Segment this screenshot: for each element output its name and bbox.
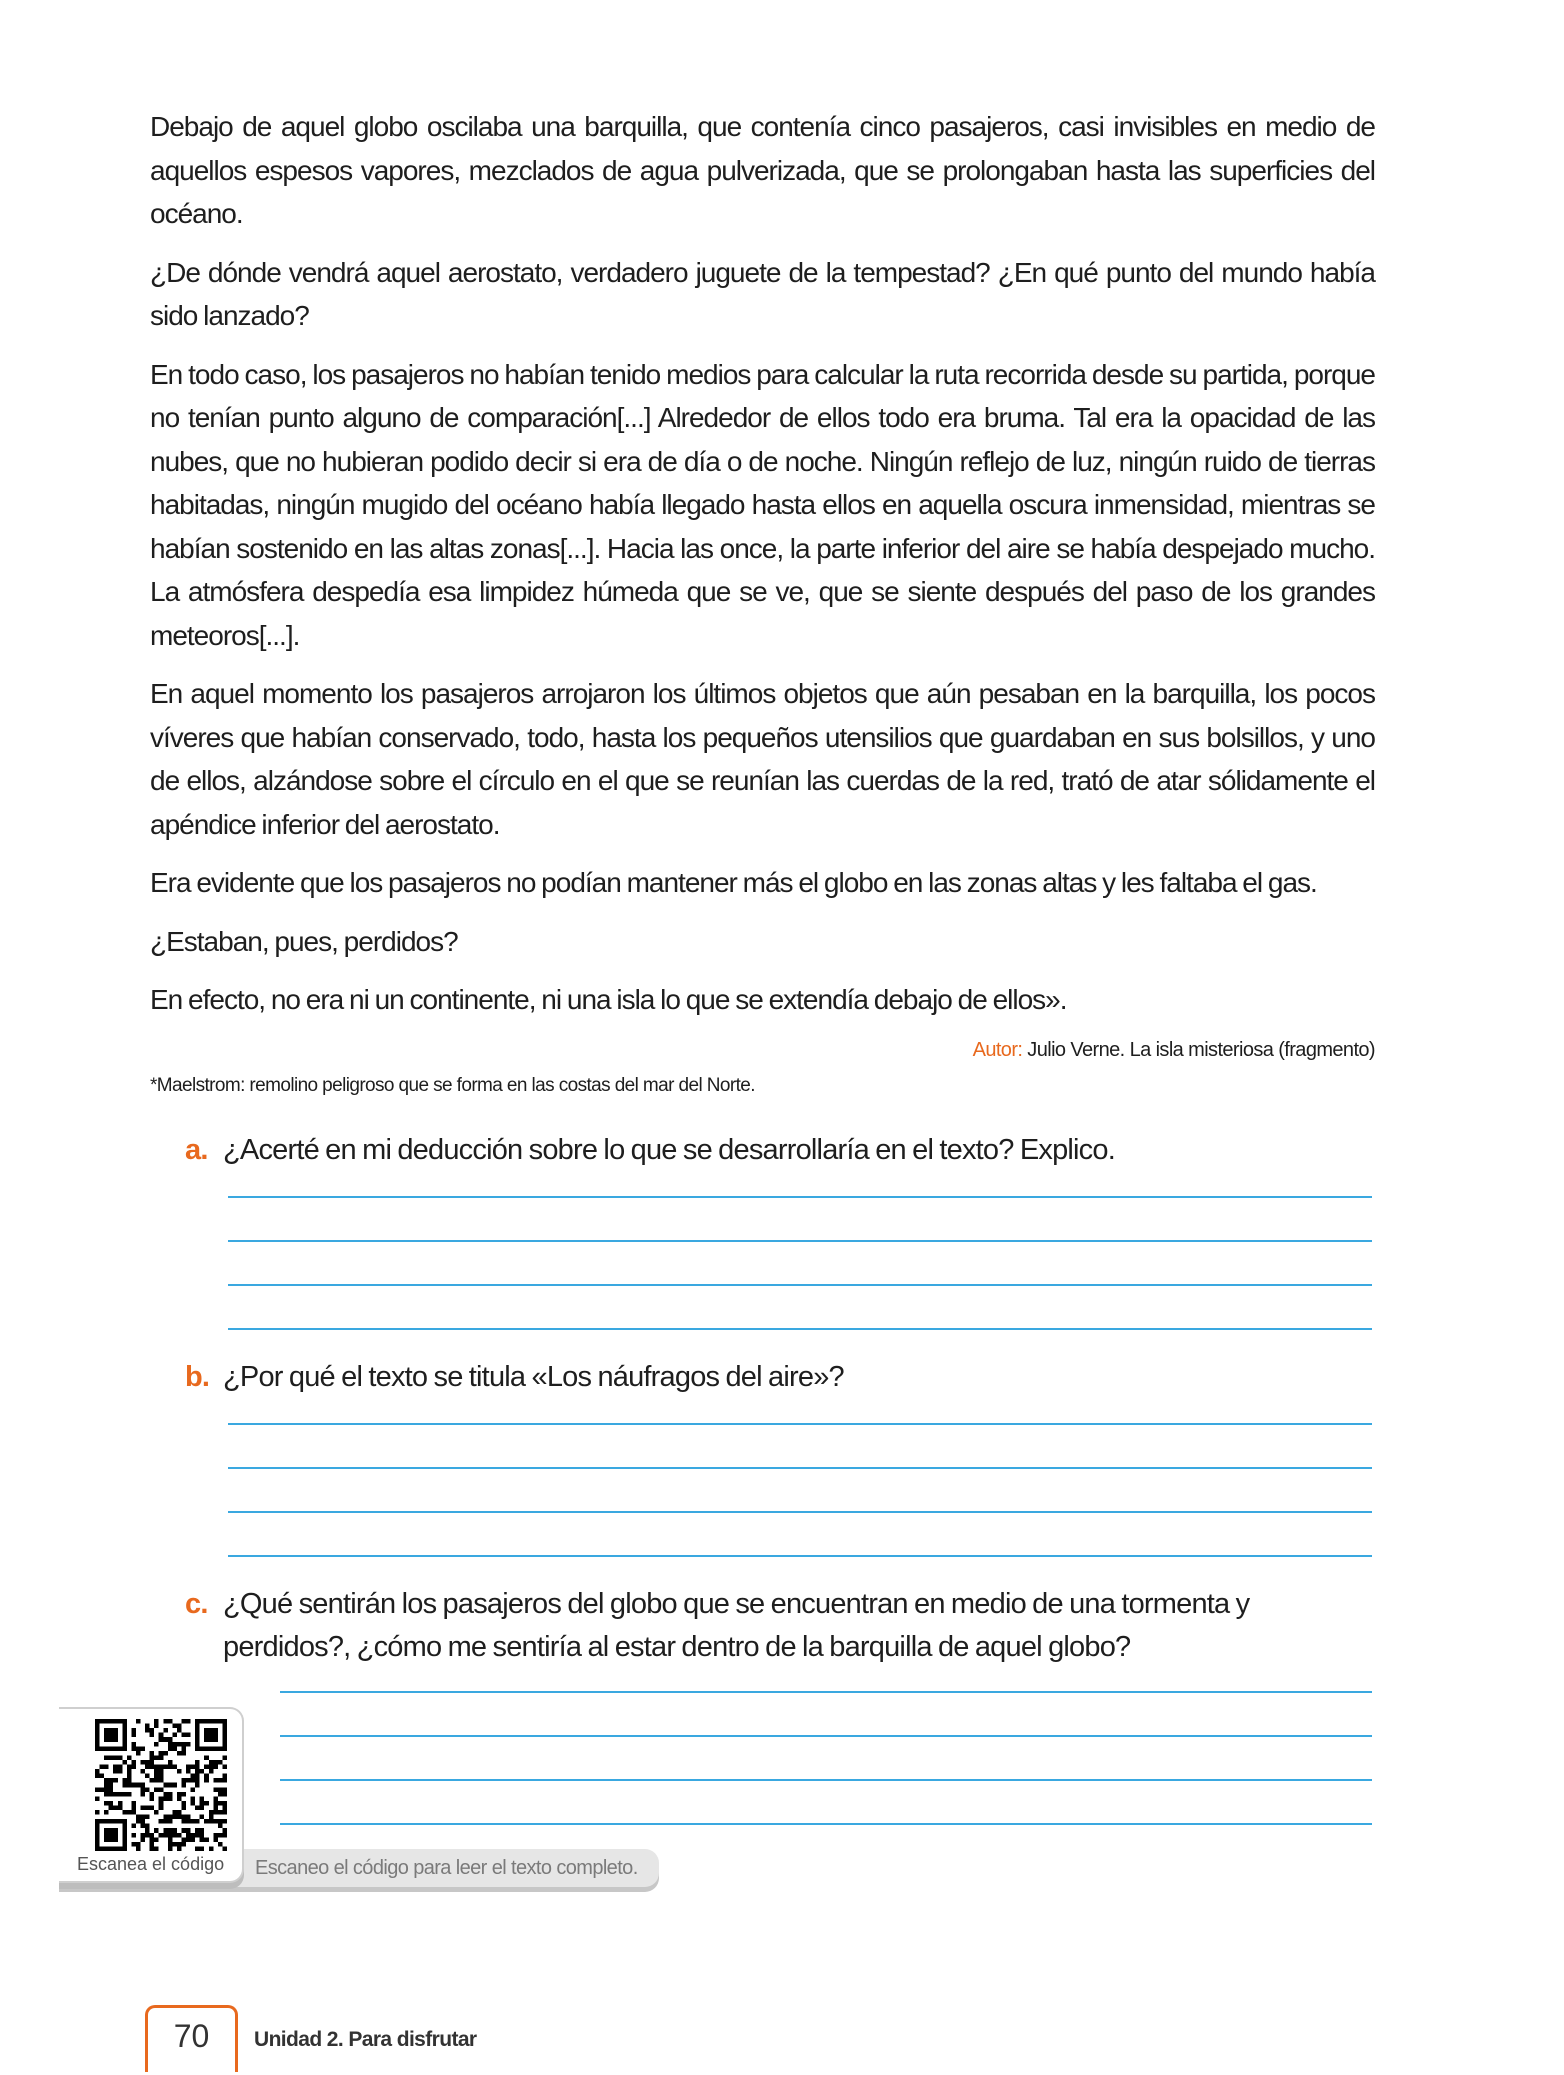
answer-lines-b bbox=[228, 1423, 1372, 1557]
qr-card[interactable] bbox=[59, 1707, 244, 1883]
page-number: 70 bbox=[145, 2005, 238, 2072]
answer-line[interactable] bbox=[228, 1511, 1372, 1513]
question-c bbox=[185, 1583, 1375, 1669]
question-b bbox=[185, 1356, 1375, 1399]
paragraph: En efecto, no era ni un continente, ni una isla lo que se extendía debajo de ellos». bbox=[150, 984, 1067, 1015]
answer-line[interactable] bbox=[280, 1691, 1372, 1693]
answer-lines-a bbox=[228, 1196, 1372, 1330]
qr-section bbox=[0, 1825, 1564, 2005]
author-text: Julio Verne. La isla misteriosa (fragmento) bbox=[1022, 1038, 1375, 1061]
author-credit bbox=[0, 1037, 1375, 1063]
answer-line[interactable] bbox=[280, 1735, 1372, 1737]
answer-line[interactable] bbox=[280, 1779, 1372, 1781]
question-letter: c. bbox=[185, 1587, 208, 1620]
answer-line[interactable] bbox=[228, 1196, 1372, 1198]
paragraph: Debajo de aquel globo oscilaba una barquilla, que contenía cinco pasajeros, casi invisibles en medio de aquellos espesos vapores, mezclados de agua pulverizada, que se prolongaban hasta las superficies del océano. bbox=[150, 111, 1375, 229]
question-text: ¿Por qué el texto se titula «Los náufragos del aire»? bbox=[223, 1360, 844, 1393]
answer-line[interactable] bbox=[228, 1240, 1372, 1242]
paragraph: En todo caso, los pasajeros no habían tenido medios para calcular la ruta recorrida desde su partida, porque no tenían punto alguno de comparación[...] Alrededor de ellos todo era bruma. Tal era la opacidad de las nubes, que no hubieran podido decir si era de día o de noche. Ningún reflejo de luz, ningún ruido de tierras habitadas, ningún mugido del océano había llegado hasta ellos en aquella oscura inmensidad, mientras se habían sostenido en las altas zonas[...]. Hacia las once, la parte inferior del aire se había despejado mucho. La atmósfera despedía esa limpidez húmeda que se ve, que se siente después del paso de los grandes meteoros[...]. bbox=[150, 358, 1375, 651]
paragraph: En aquel momento los pasajeros arrojaron los últimos objetos que aún pesaban en la barquilla, los pocos víveres que habían conservado, todo, hasta los pequeños utensilios que guardaban en sus bolsillos, y uno de ellos, alzándose sobre el círculo en el que se reunían las cuerdas de la red, trató de atar sólidamente el apéndice inferior del aerostato. bbox=[150, 678, 1375, 840]
question-letter: b. bbox=[185, 1360, 210, 1393]
paragraph: Era evidente que los pasajeros no podían mantener más el globo en las zonas altas y les faltaba el gas. bbox=[150, 867, 1317, 898]
answer-line[interactable] bbox=[228, 1423, 1372, 1425]
answer-lines-c bbox=[280, 1691, 1372, 1825]
qr-caption: Escaneo el código para leer el texto completo. bbox=[255, 1856, 638, 1879]
paragraph: ¿Estaban, pues, perdidos? bbox=[150, 925, 458, 957]
qr-label: Escanea el código bbox=[77, 1853, 225, 1874]
question-letter: a. bbox=[185, 1133, 208, 1166]
paragraph: ¿De dónde vendrá aquel aerostato, verdadero juguete de la tempestad? ¿En qué punto del mundo había sido lanzado? bbox=[150, 256, 1375, 331]
footnote: *Maelstrom: remolino peligroso que se forma en las costas del mar del Norte. bbox=[150, 1074, 755, 1096]
answer-line[interactable] bbox=[228, 1467, 1372, 1469]
footer bbox=[0, 2005, 1564, 2075]
answer-line[interactable] bbox=[228, 1555, 1372, 1557]
reading-text bbox=[150, 105, 1375, 1022]
answer-line[interactable] bbox=[228, 1328, 1372, 1330]
author-label: Autor: bbox=[972, 1038, 1023, 1061]
answer-line[interactable] bbox=[228, 1284, 1372, 1286]
qr-code-icon[interactable] bbox=[95, 1719, 227, 1851]
question-a bbox=[185, 1129, 1375, 1172]
question-text: ¿Qué sentirán los pasajeros del globo que se encuentran en medio de una tormenta y perdidos?, ¿cómo me sentiría al estar dentro de la barquilla de aquel globo? bbox=[223, 1587, 1250, 1663]
unit-title: Unidad 2. Para disfrutar bbox=[254, 2027, 477, 2051]
question-text: ¿Acerté en mi deducción sobre lo que se desarrollaría en el texto? Explico. bbox=[223, 1133, 1115, 1166]
